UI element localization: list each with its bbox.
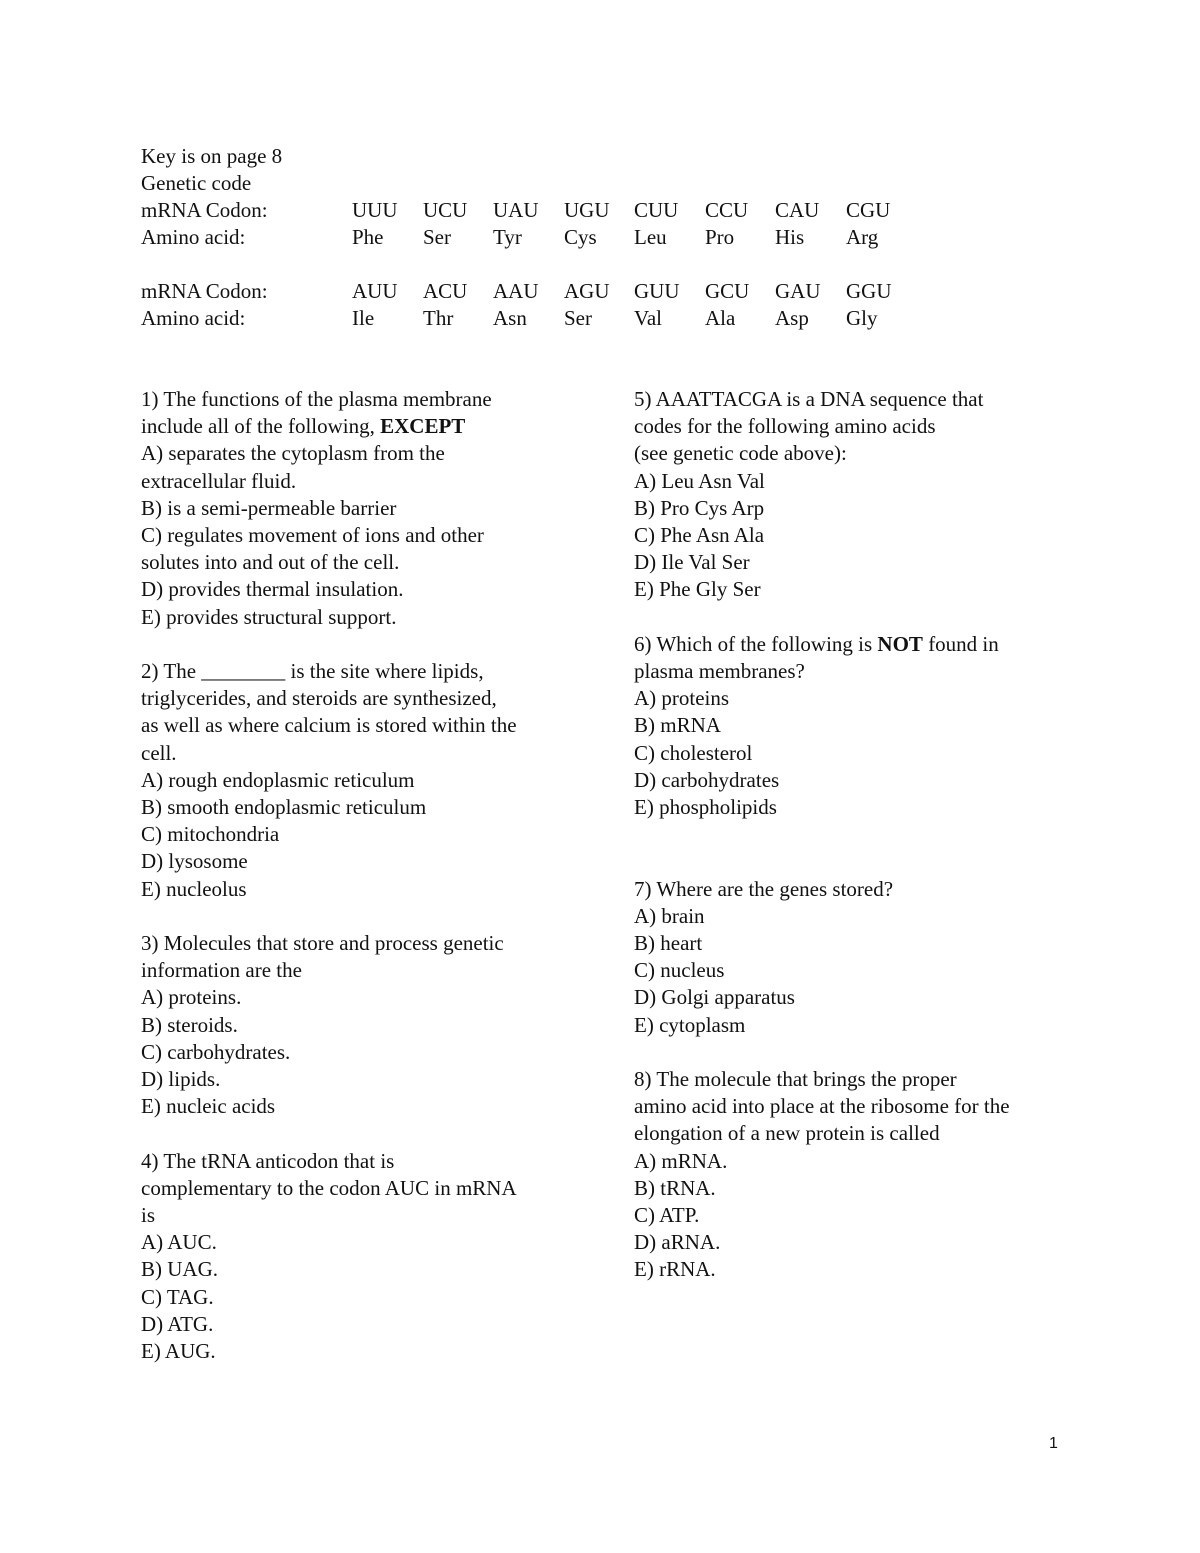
amino-cell: Cys	[564, 225, 597, 250]
codon-cell: GGU	[846, 279, 892, 303]
answer-option: B) UAG.	[141, 1257, 218, 1282]
answer-option: B) is a semi-permeable barrier	[141, 495, 397, 520]
question-stem: as well as where calcium is stored within the	[141, 713, 517, 738]
answer-option: D) Ile Val Ser	[634, 550, 750, 575]
answer-option: D) carbohydrates	[634, 767, 780, 792]
emphasis-except: EXCEPT	[380, 414, 466, 439]
question-stem: 5) AAATTACGA is a DNA sequence that	[634, 387, 984, 411]
answer-option: D) aRNA.	[634, 1230, 721, 1255]
codon-cell: CCU	[705, 198, 749, 222]
answer-option: C) mitochondria	[141, 822, 280, 847]
answer-option: A) proteins	[634, 686, 730, 711]
question-stem: 7) Where are the genes stored?	[634, 876, 894, 901]
document-header	[141, 143, 282, 197]
amino-row-label: Amino acid:	[141, 306, 246, 331]
question-4	[141, 1148, 581, 1366]
key-note: Key is on page 8	[141, 144, 283, 168]
codon-cell: UAU	[493, 198, 539, 222]
answer-option: E) AUG.	[141, 1339, 216, 1364]
answer-option: E) nucleic acids	[141, 1094, 276, 1119]
amino-cell: Arg	[846, 225, 879, 250]
answer-option: B) steroids.	[141, 1012, 238, 1037]
question-stem: 3) Molecules that store and process genetic	[141, 931, 504, 956]
answer-option: E) rRNA.	[634, 1257, 716, 1282]
codon-cell: AAU	[493, 279, 539, 303]
answer-option: solutes into and out of the cell.	[141, 550, 400, 575]
answer-option: C) carbohydrates.	[141, 1039, 291, 1064]
codon-cell: AGU	[564, 279, 610, 303]
question-stem: codes for the following amino acids	[634, 414, 936, 439]
emphasis-not: NOT	[877, 631, 923, 656]
question-stem: include all of the following, EXCEPT	[141, 414, 466, 439]
left-column	[141, 386, 581, 1392]
question-stem: complementary to the codon AUC in mRNA	[141, 1175, 517, 1200]
answer-option: E) phospholipids	[634, 795, 777, 820]
codon-cell: CAU	[775, 198, 820, 222]
codon-cell: GCU	[705, 279, 750, 303]
question-3	[141, 930, 581, 1120]
question-stem: (see genetic code above):	[634, 441, 847, 466]
amino-cell: Ser	[423, 225, 451, 250]
question-stem: is	[141, 1203, 156, 1228]
amino-cell: Asp	[775, 306, 809, 331]
question-stem: triglycerides, and steroids are synthesized,	[141, 686, 497, 711]
amino-cell: His	[775, 225, 805, 250]
codon-cell: GAU	[775, 279, 821, 303]
amino-cell: Ala	[705, 306, 736, 331]
question-stem: cell.	[141, 740, 177, 765]
question-8	[634, 1066, 1074, 1284]
answer-option: A) brain	[634, 903, 705, 928]
answer-option: C) Phe Asn Ala	[634, 523, 765, 548]
question-stem: plasma membranes?	[634, 659, 805, 684]
answer-option: A) proteins.	[141, 985, 242, 1010]
codon-cell: CUU	[634, 198, 679, 222]
amino-cell: Val	[634, 306, 662, 331]
codon-cell: UUU	[352, 198, 398, 222]
answer-option: E) Phe Gly Ser	[634, 577, 761, 602]
amino-cell: Phe	[352, 225, 384, 250]
codon-cell: ACU	[423, 279, 468, 303]
question-stem: 2) The ________ is the site where lipids,	[141, 659, 484, 684]
answer-option: B) Pro Cys Arp	[634, 495, 765, 520]
question-stem: 6) Which of the following is NOT found in	[634, 631, 999, 656]
answer-option: C) ATP.	[634, 1203, 700, 1228]
answer-option: extracellular fluid.	[141, 468, 297, 493]
amino-cell: Leu	[634, 225, 667, 250]
question-2	[141, 658, 581, 903]
answer-option: A) AUC.	[141, 1230, 217, 1255]
codon-cell: AUU	[352, 279, 398, 303]
answer-option: D) ATG.	[141, 1311, 214, 1336]
page-number: 1	[1049, 1435, 1058, 1452]
right-column	[634, 386, 1074, 1311]
answer-option: C) nucleus	[634, 958, 725, 983]
question-stem: 8) The molecule that brings the proper	[634, 1067, 957, 1092]
answer-option: D) Golgi apparatus	[634, 985, 795, 1010]
answer-option: E) nucleolus	[141, 876, 247, 901]
answer-option: B) smooth endoplasmic reticulum	[141, 795, 427, 820]
answer-option: B) tRNA.	[634, 1175, 716, 1200]
question-7	[634, 876, 1074, 1039]
question-5	[634, 386, 1074, 604]
question-6	[634, 631, 1074, 821]
amino-cell: Ser	[564, 306, 592, 331]
question-stem: amino acid into place at the ribosome for the	[634, 1094, 1010, 1119]
amino-cell: Pro	[705, 225, 735, 250]
answer-option: A) separates the cytoplasm from the	[141, 441, 445, 466]
answer-option: C) regulates movement of ions and other	[141, 523, 484, 548]
codon-cell: CGU	[846, 198, 891, 222]
answer-option: B) heart	[634, 931, 703, 956]
answer-option: C) cholesterol	[634, 740, 753, 765]
amino-row-label: Amino acid:	[141, 225, 246, 250]
answer-option: E) cytoplasm	[634, 1012, 746, 1037]
answer-option: D) lysosome	[141, 849, 248, 874]
question-stem: information are the	[141, 958, 302, 983]
answer-option: D) provides thermal insulation.	[141, 577, 404, 602]
codon-cell: UCU	[423, 198, 468, 222]
question-1	[141, 386, 581, 631]
amino-cell: Thr	[423, 306, 454, 331]
codon-cell: UGU	[564, 198, 610, 222]
question-stem: 4) The tRNA anticodon that is	[141, 1148, 395, 1173]
answer-option: A) rough endoplasmic reticulum	[141, 767, 415, 792]
question-stem: elongation of a new protein is called	[634, 1121, 940, 1146]
amino-cell: Asn	[493, 306, 527, 331]
answer-option: B) mRNA	[634, 713, 721, 738]
answer-option: E) provides structural support.	[141, 604, 397, 629]
amino-cell: Gly	[846, 306, 878, 331]
question-stem: 1) The functions of the plasma membrane	[141, 387, 492, 411]
codon-cell: GUU	[634, 279, 680, 303]
codon-row-label: mRNA Codon:	[141, 279, 268, 303]
codon-row-label: mRNA Codon:	[141, 198, 268, 222]
genetic-code-title: Genetic code	[141, 171, 252, 196]
amino-cell: Ile	[352, 306, 375, 331]
answer-option: A) mRNA.	[634, 1148, 728, 1173]
answer-option: D) lipids.	[141, 1067, 221, 1092]
answer-option: C) TAG.	[141, 1284, 214, 1309]
answer-option: A) Leu Asn Val	[634, 468, 765, 493]
amino-cell: Tyr	[493, 225, 522, 250]
